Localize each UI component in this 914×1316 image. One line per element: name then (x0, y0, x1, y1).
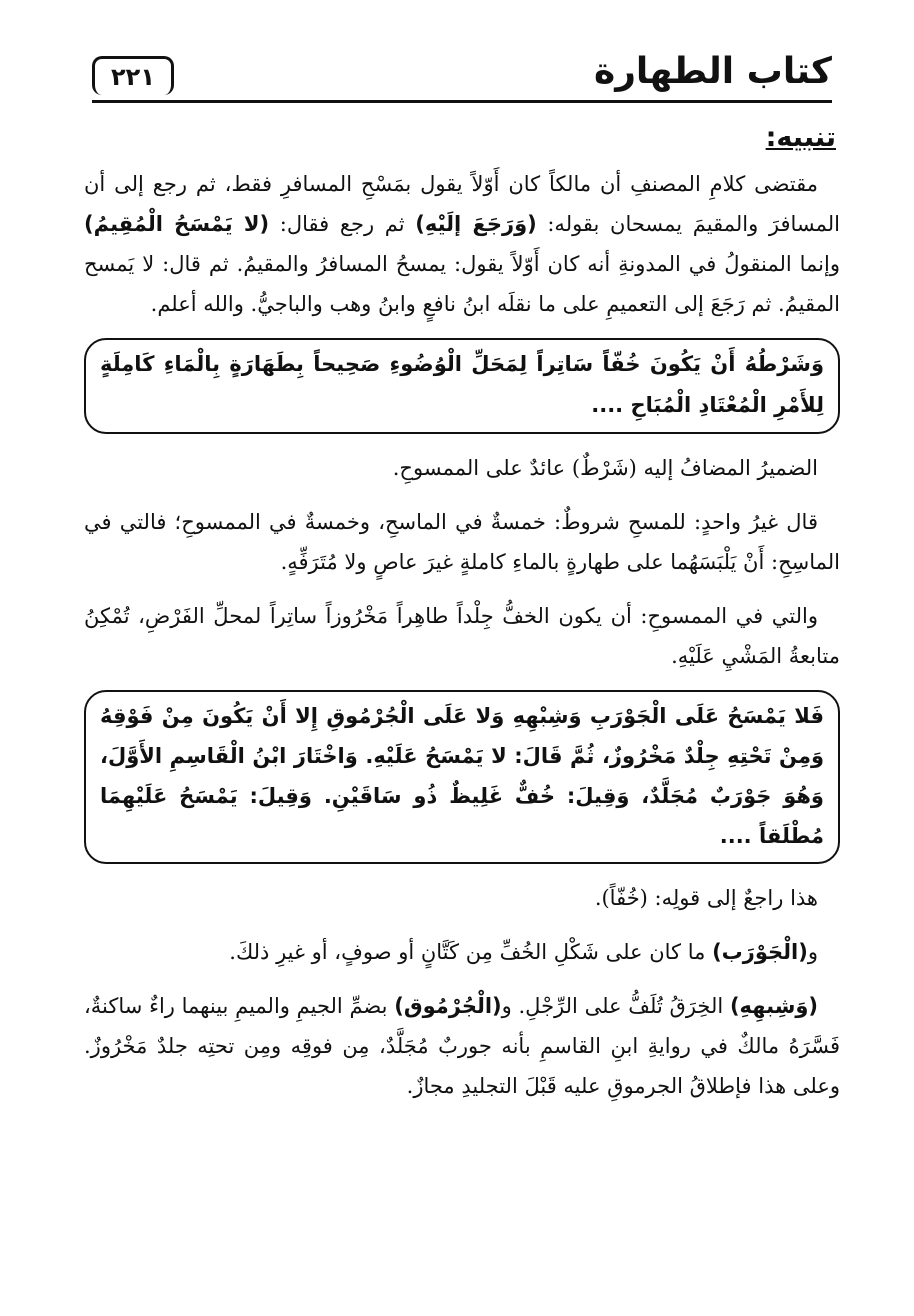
jawrab-text: ما كان على شَكْلِ الخُفِّ مِن كَتَّانٍ أو صوفٍ، أو غيرِ ذلكَ. (229, 940, 713, 964)
tanbih-text-2: ثم رجع فقال: (269, 212, 416, 236)
matn-box-1: وَشَرْطُهُ أَنْ يَكُونَ خُفّاً سَاتِراً لِمَحَلِّ الْوُضُوءِ صَحِيحاً بِطَهَارَةٍ بِالْمَاءِ كَامِلَةٍ لِلأَمْرِ الْمُعْتَادِ الْمُبَاحِ .... (84, 338, 840, 434)
book-title: كتاب الطهارة (593, 51, 832, 92)
page-header (92, 48, 832, 103)
explanation-paragraph: الضميرُ المضافُ إليه (شَرْطٌ) عائدٌ على الممسوحِ. (392, 456, 818, 480)
shibhihi-text: الخِرَقُ تُلَفُّ على الرِّجْلِ. و (501, 994, 730, 1018)
tanbih-text-1: مقتضى كلامِ المصنفِ أن مالكاً كان أَوّلاً يقول بمَسْحِ المسافرِ فقط، ثم رجع إلى أن المسافرَ والمقيمَ يمسحان بقوله: (84, 172, 840, 236)
explanation-paragraph: والتي في الممسوحِ: أن يكون الخفُّ جِلْداً طاهِراً مَخْرُوزاً ساتِراً لمحلِّ الفَرْضِ، تُمْكِنُ متابعةُ المَشْيِ عَلَيْهِ. (84, 604, 840, 668)
tanbih-heading: تنبيه: (765, 122, 836, 153)
term-jawrab: (الْجَوْرَب) (712, 940, 808, 964)
term-jurmuq: (الْجُرْمُوق) (394, 994, 502, 1018)
page-content (84, 112, 840, 1110)
jurmuq-definition (84, 986, 840, 1106)
tanbih-text-3: وإنما المنقولُ في المدونةِ أنه كان أَوّلاً يقول: يمسحُ المسافرُ والمقيمُ. ثم قال: لا يَمسح المقيمُ. ثم رَجَعَ إلى التعميمِ على ما نقلَه ابنُ نافعٍ وابنُ وهب والباجيُّ. والله أعلم. (84, 252, 840, 316)
explanation-paragraph: هذا راجعٌ إلى قولِه: (خُفّاً). (594, 886, 818, 910)
quote-la-yamsah: (لا يَمْسَحُ الْمُقِيمُ) (84, 212, 270, 236)
tanbih-paragraph (84, 164, 840, 324)
term-shibhihi: (وَشِبهِهِ) (729, 994, 819, 1018)
jawrab-definition (84, 932, 840, 972)
page-number: ٢٢١ (92, 56, 174, 95)
jawrab-prefix: و (807, 940, 818, 964)
matn-box-2: فَلا يَمْسَحُ عَلَى الْجَوْرَبِ وَشِبْهِهِ وَلا عَلَى الْجُرْمُوقِ إِلا أَنْ يَكُونَ مِنْ فَوْقِهُ وَمِنْ تَحْتِهِ جِلْدٌ مَخْرُوزٌ، ثُمَّ قَالَ: لا يَمْسَحُ عَلَيْهِ. وَاخْتَارَ ابْنُ الْقَاسِمِ الأَوَّلَ، وَهُوَ جَوْرَبٌ مُجَلَّدٌ، وَقِيلَ: خُفٌّ غَلِيظٌ ذُو سَاقَيْنِ. وَقِيلَ: يَمْسَحُ عَلَيْهِمَا مُطْلَقاً .... (84, 690, 840, 864)
quote-raja-ilayh: (وَرَجَعَ إلَيْهِ) (415, 212, 537, 236)
explanation-paragraph: قال غيرُ واحدٍ: للمسحِ شروطٌ: خمسةٌ في الماسحِ، وخمسةٌ في الممسوحِ؛ فالتي في الماسِحِ: أَنْ يَلْبَسَهُما على طهارةٍ بالماءِ كاملةٍ غيرَ عاصٍ ولا مُتَرَفِّهٍ. (84, 510, 840, 574)
jurmuq-text: بضمِّ الجيمِ والميمِ بينهما راءٌ ساكنةٌ، فَسَّرَهُ مالكٌ في روايةِ ابنِ القاسمِ بأنه جوربٌ مُجَلَّدٌ، مِن فوقِه ومِن تحتِه جلدٌ مَخْرُوزٌ. وعلى هذا فإطلاقُ الجرموقِ عليه قَبْلَ التجليدِ مجازٌ. (84, 994, 840, 1098)
